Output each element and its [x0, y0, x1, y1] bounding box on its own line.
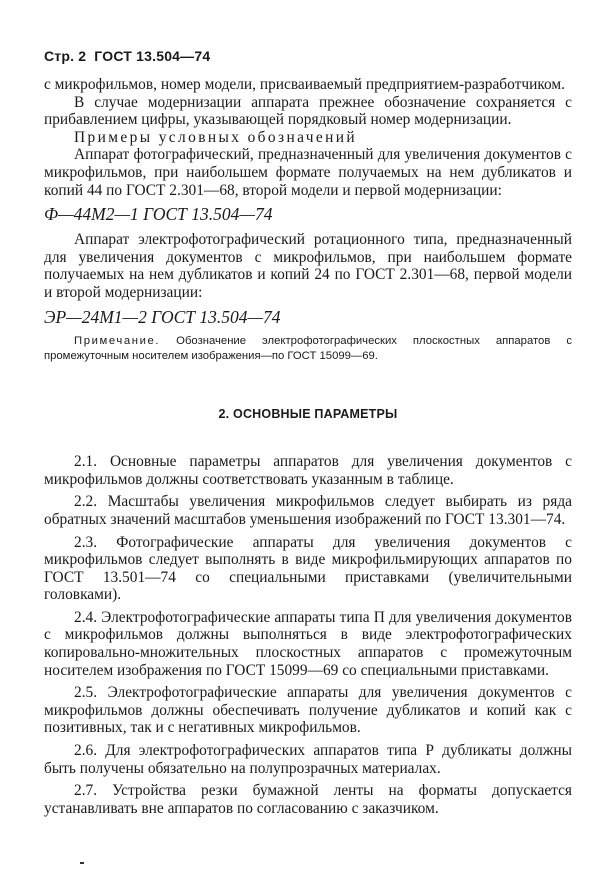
clause: 2.6. Для электрофотографических аппаратов типа Р дубликаты должны быть получены обязательно на полупрозрачных материалах.	[44, 742, 572, 777]
note	[44, 334, 572, 364]
clause: 2.5. Электрофотографические аппараты для увеличения документов с микрофильмов должны обеспечивать получение дубликатов и копий как с позитивных, так и с негативных микрофильмов.	[44, 684, 572, 737]
clause: 2.3. Фотографические аппараты для увеличения документов с микрофильмов следует выполнять в виде микрофильмирующих аппаратов по ГОСТ 13.501—74 со специальными приставками (увеличительными головками).	[44, 533, 572, 604]
page-label: Стр. 2	[44, 48, 87, 64]
print-speck	[80, 862, 84, 864]
clause: 2.1. Основные параметры аппаратов для увеличения документов с микрофильмов должны соответствовать указанным в таблице.	[44, 453, 572, 488]
example-text: Аппарат электрофотографический ротационного типа, предназначенный для увеличения документов с микрофильмов, при наибольшем формате получаемых на нем дубликатов и копий 24 по ГОСТ 2.301—68, первой модели и второй модернизации:	[44, 231, 572, 301]
paragraph: В случае модернизации аппарата прежнее обозначение сохраняется с прибавлением цифры, указывающей порядковый номер модернизации.	[44, 93, 572, 129]
example-formula: ЭР—24М1—2 ГОСТ 13.504—74	[44, 306, 281, 327]
body-text	[44, 76, 572, 817]
examples-heading: Примеры условных обозначений	[74, 128, 358, 146]
note-label: Примечание.	[74, 334, 161, 347]
paragraph: с микрофильмов, номер модели, присваиваемый предприятием-разработчиком.	[44, 76, 566, 93]
standard-number: ГОСТ 13.504—74	[94, 48, 211, 64]
clause: 2.2. Масштабы увеличения микрофильмов следует выбирать из ряда обратных значений масштабов уменьшения изображений по ГОСТ 13.301—74.	[44, 493, 572, 528]
example-text: Аппарат фотографический, предназначенный для увеличения документов с микрофильмов, при наибольшем формате получаемых на нем дубликатов и копий 44 по ГОСТ 2.301—68, второй модели и первой модернизации:	[44, 146, 572, 199]
example-formula: Ф—44М2—1 ГОСТ 13.504—74	[44, 204, 273, 225]
page-header	[44, 48, 210, 64]
note-text: Обозначение электрофотографических плоскостных аппаратов с промежуточным носителем изображения—по ГОСТ 15099—69.	[44, 334, 572, 362]
clause: 2.4. Электрофотографические аппараты типа П для увеличения документов с микрофильмов должны выполняться в виде электрофотографических копировально-множительных плоскостных аппаратов с промежуточным носителем изображения по ГОСТ 15099—69 со специальными приставками.	[44, 608, 572, 679]
clause: 2.7. Устройства резки бумажной ленты на форматы допускается устанавливать вне аппаратов по согласованию с заказчиком.	[44, 782, 572, 817]
section-title: 2. ОСНОВНЫЕ ПАРАМЕТРЫ	[218, 406, 398, 421]
